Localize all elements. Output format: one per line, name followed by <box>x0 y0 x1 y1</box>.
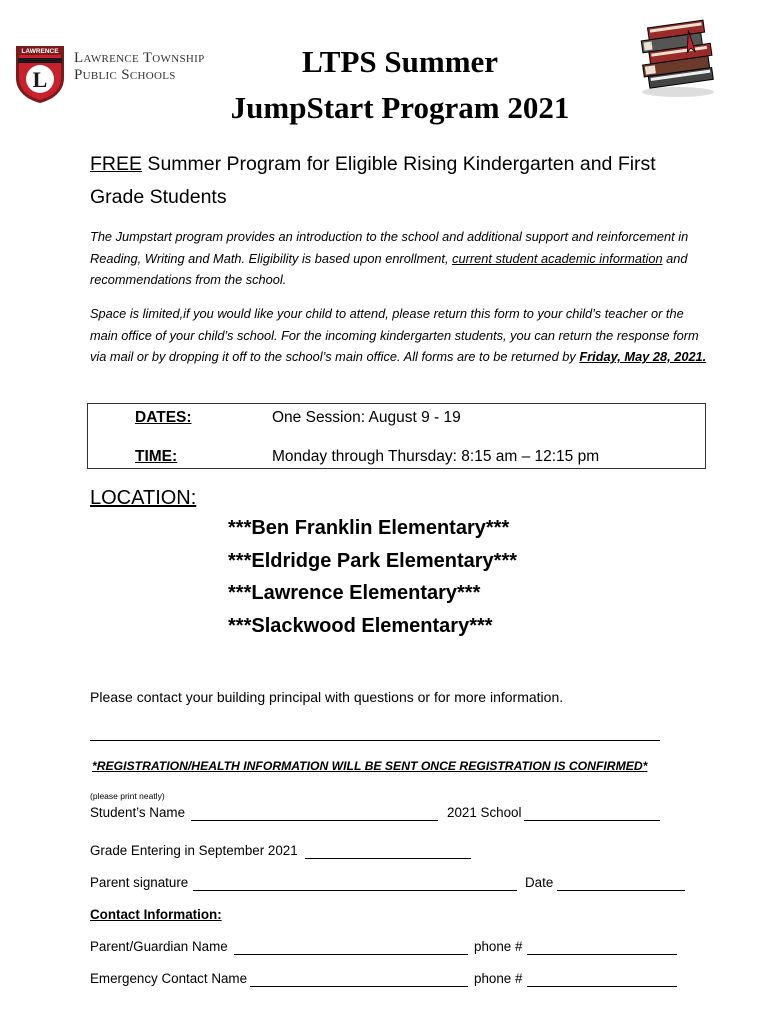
divider-line <box>90 740 660 741</box>
date-label: Date <box>525 875 554 890</box>
school-location: ***Ben Franklin Elementary*** <box>228 517 510 539</box>
description-tail: and recommendations from the school. <box>90 250 688 287</box>
registration-note: *REGISTRATION/HEALTH INFORMATION WILL BE SENT ONCE REGISTRATION IS CONFIRMED* <box>92 759 648 773</box>
district-logo-shield <box>12 44 68 104</box>
deadline-date: Friday, May 28, 2021. <box>579 349 707 364</box>
page-title-line1: LTPS Summer <box>301 44 499 79</box>
free-label: FREE <box>90 153 143 175</box>
page-title-line2: JumpStart Program 2021 <box>230 90 570 125</box>
guardian-name-label: Parent/Guardian Name <box>90 939 228 954</box>
school-location: ***Eldridge Park Elementary*** <box>228 550 518 572</box>
program-description <box>90 226 710 291</box>
time-label: TIME: <box>135 448 178 465</box>
location-label: LOCATION: <box>90 487 197 509</box>
district-name-line2: Public Schools <box>74 67 176 83</box>
dates-value: One Session: August 9 - 19 <box>272 409 461 426</box>
contact-note: Please contact your building principal with questions or for more information. <box>90 689 564 705</box>
logo-letter: L <box>32 67 48 92</box>
dates-label: DATES: <box>135 409 192 426</box>
stacked-books-icon <box>632 18 724 98</box>
emergency-contact-label: Emergency Contact Name <box>90 971 248 986</box>
district-name-line1: Lawrence Township <box>74 50 205 66</box>
description-text: The Jumpstart program provides an introduction to the school and additional support and reinforcement in Reading, Writing and Math. Eligibility is based upon enrollment, <box>90 229 689 266</box>
program-subtitle <box>90 148 710 214</box>
emergency-contact-field[interactable] <box>250 972 468 987</box>
date-field[interactable] <box>557 876 685 891</box>
school-field[interactable] <box>524 806 660 821</box>
emergency-phone-field[interactable] <box>527 972 677 987</box>
logo-banner-text: LAWRENCE <box>21 48 59 55</box>
description-underlined: current student academic information <box>452 250 663 266</box>
guardian-phone-label: phone # <box>474 939 523 954</box>
school-location: ***Slackwood Elementary*** <box>228 615 493 637</box>
guardian-phone-field[interactable] <box>527 940 677 955</box>
enrollment-instructions <box>90 303 710 368</box>
guardian-name-field[interactable] <box>234 940 468 955</box>
instructions-text: Space is limited,if you would like your child to attend, please return this form to your child’s teacher or the main office of your child’s school. For the incoming kindergarten students, you can return the response form via mail or by dropping it off to the school’s main office. All forms are to be returned by <box>90 306 699 364</box>
grade-field[interactable] <box>305 844 471 859</box>
parent-signature-label: Parent signature <box>90 875 189 890</box>
school-label: 2021 School <box>447 805 522 820</box>
time-value: Monday through Thursday: 8:15 am – 12:15 pm <box>272 448 600 465</box>
student-name-label: Student’s Name <box>90 805 186 820</box>
emergency-phone-label: phone # <box>474 971 523 986</box>
school-location: ***Lawrence Elementary*** <box>228 582 481 604</box>
grade-label: Grade Entering in September 2021 <box>90 843 298 858</box>
district-name <box>74 50 254 84</box>
subtitle-text: Summer Program for Eligible Rising Kindergarten and First Grade Students <box>90 153 656 208</box>
student-name-field[interactable] <box>191 806 438 821</box>
contact-info-heading: Contact Information: <box>90 907 222 922</box>
parent-signature-field[interactable] <box>193 876 517 891</box>
print-note: (please print neatly) <box>90 791 165 801</box>
